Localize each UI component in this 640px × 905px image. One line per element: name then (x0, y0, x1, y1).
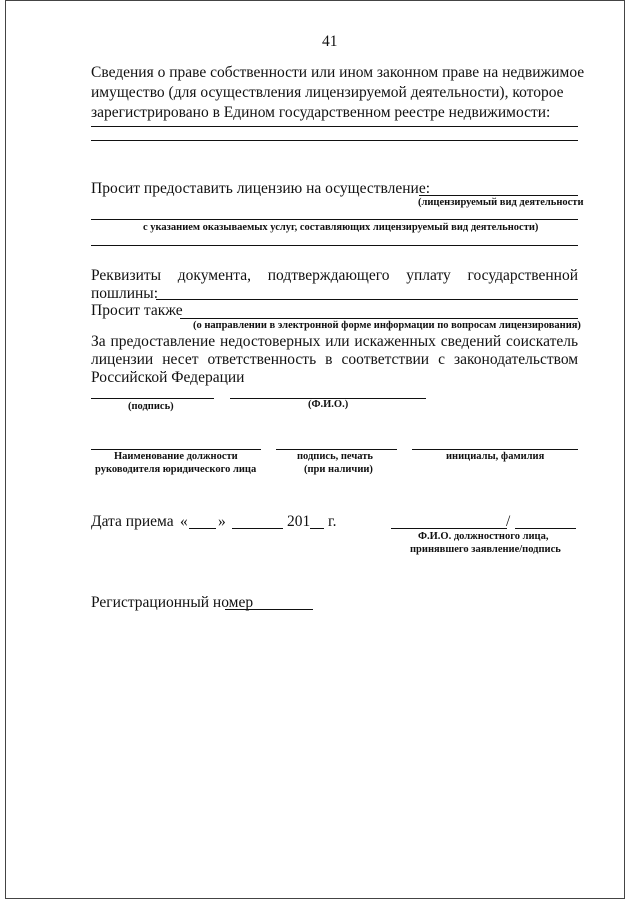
also-blank[interactable] (180, 318, 578, 319)
position-caption-1: Наименование должности (114, 451, 238, 462)
registration-blank[interactable] (225, 609, 313, 610)
responsibility-word: искаженных (354, 333, 436, 350)
fee-text-line-2: пошлины: (91, 285, 159, 302)
responsibility-word: соискатель (505, 333, 579, 350)
date-year-suffix: г. (328, 513, 337, 530)
stamp-blank[interactable] (276, 449, 397, 450)
license-services-blank[interactable] (91, 219, 578, 220)
also-hint: (о направлении в электронной форме информации по вопросам лицензирования) (193, 320, 581, 331)
official-name-blank[interactable] (391, 528, 507, 529)
responsibility-word: ответственность (207, 351, 317, 368)
page-number: 41 (322, 33, 338, 50)
official-signature-blank[interactable] (515, 528, 576, 529)
license-services-hint: с указанием оказываемых услуг, составляющих лицензируемый вид деятельности) (143, 222, 539, 233)
responsibility-word: лицензии (91, 351, 154, 368)
date-year-prefix: 201 (287, 513, 311, 530)
property-text-line-1: Сведения о праве собственности или ином законном праве на недвижимое (91, 64, 585, 81)
signature-caption: (подпись) (128, 401, 174, 412)
fee-blank[interactable] (156, 299, 578, 300)
license-activity-blank[interactable] (419, 195, 578, 196)
name-caption: (Ф.И.О.) (308, 399, 349, 410)
responsibility-word: сведений (440, 333, 502, 350)
initials-caption: инициалы, фамилия (446, 451, 545, 462)
position-caption-2: руководителя юридического лица (95, 464, 257, 475)
initials-blank[interactable] (412, 449, 578, 450)
official-caption-1: Ф.И.О. должностного лица, (418, 531, 549, 542)
date-label: Дата приема (91, 513, 174, 530)
signature-blank[interactable] (91, 398, 214, 399)
responsibility-word: или (325, 333, 350, 350)
property-blank-line-1[interactable] (91, 126, 578, 127)
property-text-line-3: зарегистрировано в Едином государственном реестре недвижимости: (91, 104, 551, 121)
date-year-blank[interactable] (310, 528, 324, 529)
fee-word: подтверждающего (267, 267, 390, 284)
fee-text-line-1 (91, 267, 578, 285)
property-text-line-2: имущество (для осуществления лицензируемой деятельности), которое (91, 84, 564, 101)
fee-word: Реквизиты (91, 267, 162, 284)
license-extra-blank[interactable] (91, 245, 578, 246)
responsibility-word: с (438, 351, 446, 368)
fee-word: уплату (406, 267, 451, 284)
responsibility-line-3: Российской Федерации (91, 369, 245, 386)
responsibility-word: законодательством (454, 351, 579, 368)
date-day-blank[interactable] (189, 528, 216, 529)
responsibility-word: недостоверных (219, 333, 321, 350)
position-blank[interactable] (91, 449, 261, 450)
responsibility-line-2 (91, 351, 578, 369)
fee-word: документа, (177, 267, 251, 284)
responsibility-word: За (91, 333, 106, 350)
registration-label: Регистрационный номер (91, 594, 254, 611)
official-slash: / (506, 513, 511, 530)
stamp-caption-1: подпись, печать (297, 451, 373, 462)
date-quote-open: « (180, 513, 188, 530)
responsibility-word: соответствии (341, 351, 430, 368)
property-blank-line-2[interactable] (91, 140, 578, 141)
date-month-blank[interactable] (232, 528, 283, 529)
responsibility-line-1 (91, 333, 578, 351)
date-quote-close: » (218, 513, 226, 530)
official-caption-2: принявшего заявление/подпись (410, 544, 561, 555)
responsibility-word: в (325, 351, 333, 368)
license-label: Просит предоставить лицензию на осуществление: (91, 180, 431, 197)
responsibility-word: предоставление (110, 333, 216, 350)
stamp-caption-2: (при наличии) (304, 464, 373, 475)
fee-word: государственной (467, 267, 579, 284)
responsibility-word: несет (162, 351, 199, 368)
also-label: Просит также (91, 302, 183, 319)
license-activity-hint: (лицензируемый вид деятельности (418, 197, 584, 208)
